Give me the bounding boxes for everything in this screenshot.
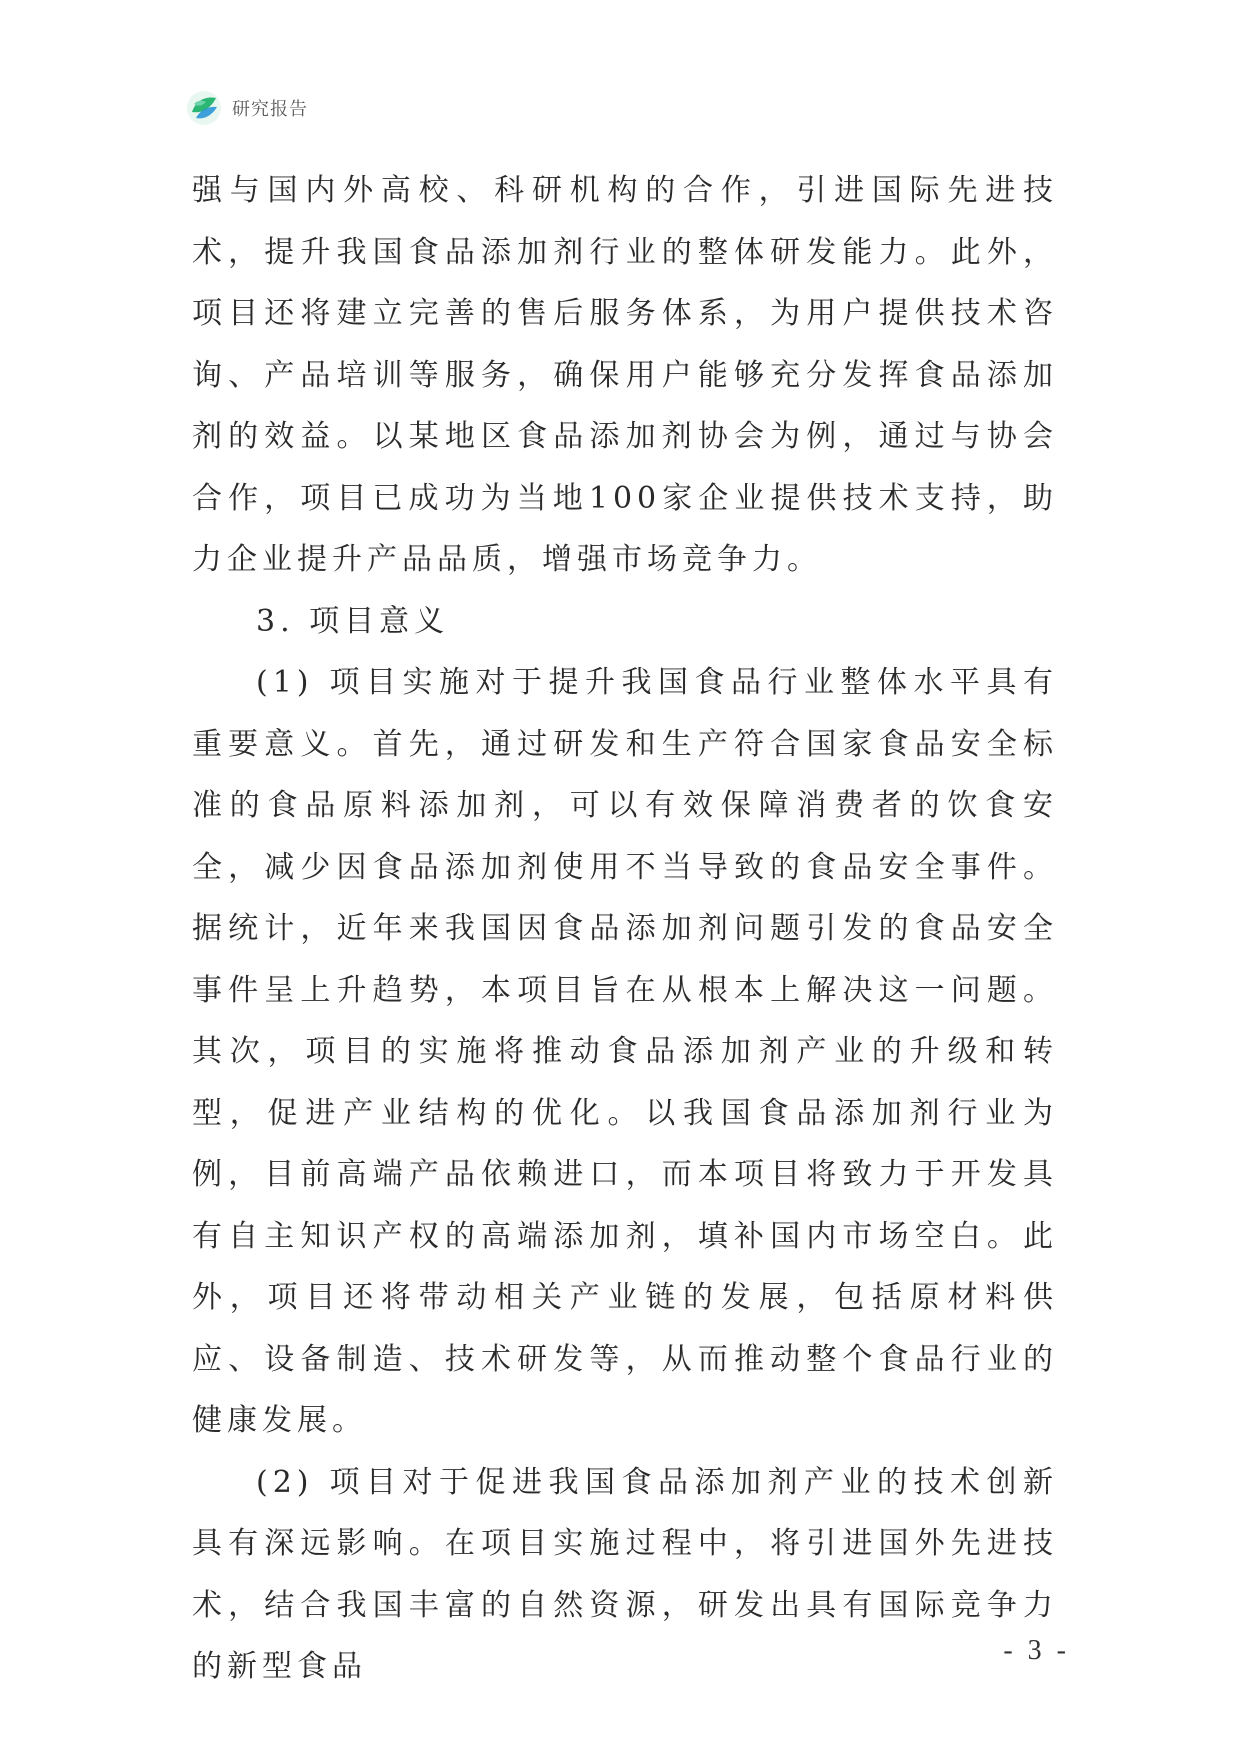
page-number: - 3 -	[1003, 1635, 1070, 1666]
leaf-logo-icon	[186, 90, 222, 126]
header-title: 研究报告	[232, 99, 308, 120]
paragraph-significance-2: (2) 项目对于促进我国食品添加剂产业的技术创新具有深远影响。在项目实施过程中，将引进国外先进技术，结合我国丰富的自然资源，研发出具有国际竞争力的新型食品	[192, 1464, 1058, 1684]
section-heading: 3. 项目意义	[256, 603, 450, 639]
report-header	[186, 88, 308, 128]
paragraph-continuation: 强与国内外高校、科研机构的合作，引进国际先进技术，提升我国食品添加剂行业的整体研发能力。此外，项目还将建立完善的售后服务体系，为用户提供技术咨询、产品培训等服务，确保用户能够充分发挥食品添加剂的效益。以某地区食品添加剂协会为例，通过与协会合作，项目已成功为当地100家企业提供技术支持，助力企业提升产品品质，增强市场竞争力。	[192, 173, 1058, 577]
paragraph-significance-1: (1) 项目实施对于提升我国食品行业整体水平具有重要意义。首先，通过研发和生产符合国家食品安全标准的食品原料添加剂，可以有效保障消费者的饮食安全，减少因食品添加剂使用不当导致的食品安全事件。据统计，近年来我国因食品添加剂问题引发的食品安全事件呈上升趋势，本项目旨在从根本上解决这一问题。其次，项目的实施将推动食品添加剂产业的升级和转型，促进产业结构的优化。以我国食品添加剂行业为例，目前高端产品依赖进口，而本项目将致力于开发具有自主知识产权的高端添加剂，填补国内市场空白。此外，项目还将带动相关产业链的发展，包括原材料供应、设备制造、技术研发等，从而推动整个食品行业的健康发展。	[192, 665, 1058, 1438]
document-body	[192, 160, 1058, 1698]
